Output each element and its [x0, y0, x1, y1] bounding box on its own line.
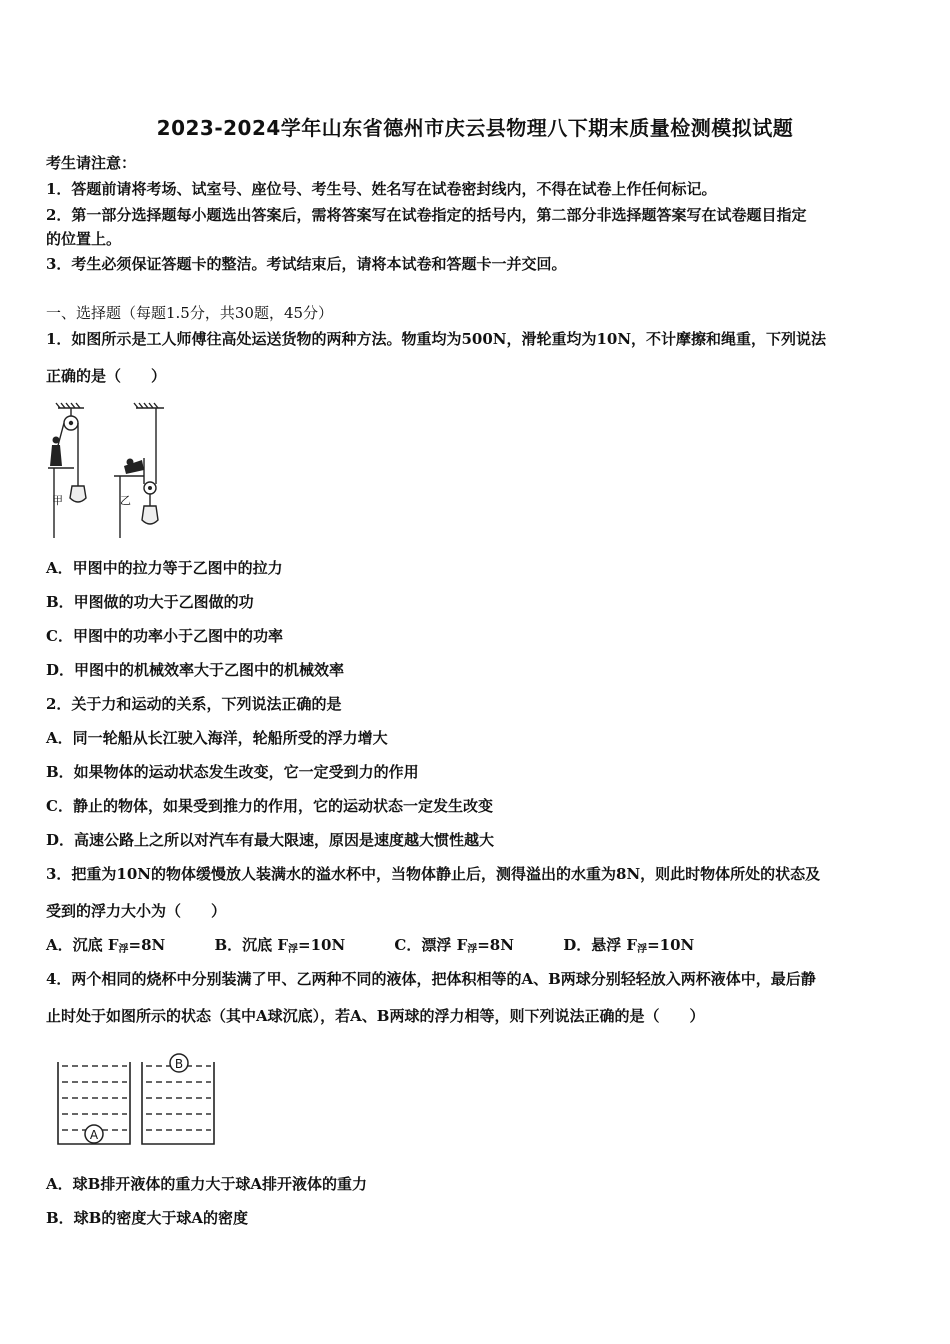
section-heading: 一、选择题（每题1.5分，共30题，45分） — [46, 304, 334, 322]
q3-option-c: C．漂浮 F浮=8N — [394, 936, 514, 955]
q3-stem-line2: 受到的浮力大小为（ ） — [46, 902, 227, 920]
notice-item: 的位置上。 — [46, 230, 122, 248]
q3-option-b: B．沉底 F浮=10N — [214, 936, 346, 955]
q1-option-a: A．甲图中的拉力等于乙图中的拉力 — [46, 559, 283, 577]
q3-option-a: A．沉底 F浮=8N — [46, 936, 166, 955]
q1-fig-label-jia: 甲 — [52, 494, 63, 507]
q4-option-b: B．球B的密度大于球A的密度 — [46, 1209, 248, 1227]
q1-fig-label-yi: 乙 — [120, 494, 131, 507]
q2-option-b: B．如果物体的运动状态发生改变，它一定受到力的作用 — [46, 763, 419, 781]
q1-option-d: D．甲图中的机械效率大于乙图中的机械效率 — [46, 661, 345, 679]
q4-ball-b-label: B — [174, 1057, 184, 1071]
notice-item: 3．考生必须保证答题卡的整洁。考试结束后，请将本试卷和答题卡一并交回。 — [46, 255, 567, 273]
q1-pulley-figure — [44, 398, 174, 543]
q1-option-c: C．甲图中的功率小于乙图中的功率 — [46, 627, 283, 645]
q3-option-d: D．悬浮 F浮=10N — [563, 936, 695, 955]
q4-option-a: A．球B排开液体的重力大于球A排开液体的重力 — [46, 1175, 367, 1193]
page-title: 2023-2024学年山东省德州市庆云县物理八下期末质量检测模拟试题 — [156, 116, 794, 140]
q2-option-d: D．高速公路上之所以对汽车有最大限速，原因是速度越大惯性越大 — [46, 831, 495, 849]
q2-option-c: C．静止的物体，如果受到推力的作用，它的运动状态一定发生改变 — [46, 797, 493, 815]
q3-options-row — [46, 934, 738, 955]
q2-option-a: A．同一轮船从长江驶入海洋，轮船所受的浮力增大 — [46, 729, 388, 747]
notice-item: 2．第一部分选择题每小题选出答案后，需将答案写在试卷指定的括号内，第二部分非选择题答案写在试卷题目指定 — [46, 206, 807, 224]
notice-heading: 考生请注意： — [46, 154, 137, 172]
q4-ball-a-label: A — [89, 1128, 99, 1142]
q3-stem-line1: 3．把重为10N的物体缓慢放人装满水的溢水杯中，当物体静止后，测得溢出的水重为8N，则此时物体所处的状态及 — [46, 865, 821, 883]
q1-stem-line1: 1．如图所示是工人师傅往高处运送货物的两种方法。物重均为500N，滑轮重均为10N，不计摩擦和绳重，下列说法 — [46, 330, 827, 348]
q1-option-b: B．甲图做的功大于乙图做的功 — [46, 593, 254, 611]
q4-stem-line1: 4．两个相同的烧杯中分别装满了甲、乙两种不同的液体，把体积相等的A、B两球分别轻轻放入两杯液体中，最后静 — [46, 970, 816, 988]
q1-stem-line2: 正确的是（ ） — [46, 367, 167, 385]
q4-stem-line2: 止时处于如图所示的状态（其中A球沉底），若A、B两球的浮力相等，则下列说法正确的是（ ） — [46, 1007, 705, 1025]
q2-stem: 2．关于力和运动的关系，下列说法正确的是 — [46, 695, 342, 713]
q4-beaker-figure — [52, 1050, 224, 1150]
notice-item: 1．答题前请将考场、试室号、座位号、考生号、姓名写在试卷密封线内，不得在试卷上作任何标记。 — [46, 180, 717, 198]
